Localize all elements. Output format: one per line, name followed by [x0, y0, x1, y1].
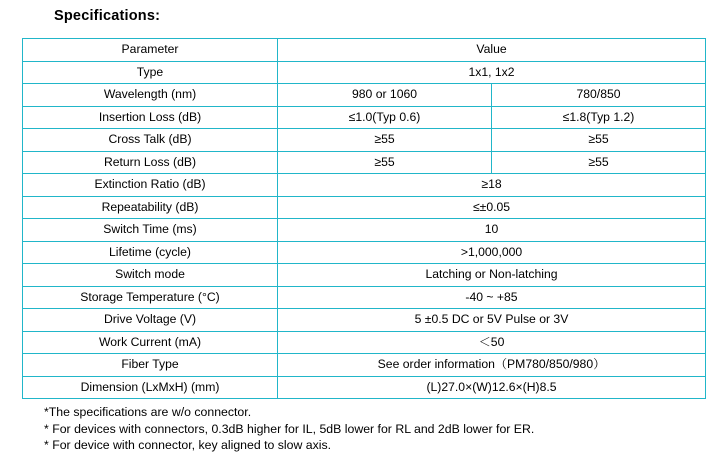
row-value-b: ≥55 [492, 129, 706, 152]
row-value-a: 980 or 1060 [278, 84, 492, 107]
row-value-a: ≤1.0(Typ 0.6) [278, 106, 492, 129]
table-row [23, 241, 706, 264]
table-row [23, 106, 706, 129]
table-header-row [23, 39, 706, 62]
row-value-b: 780/850 [492, 84, 706, 107]
row-parameter: Type [23, 61, 278, 84]
row-value: 10 [278, 219, 706, 242]
table-row [23, 196, 706, 219]
header-parameter: Parameter [23, 39, 278, 62]
row-parameter: Fiber Type [23, 354, 278, 377]
row-parameter: Wavelength (nm) [23, 84, 278, 107]
row-parameter: Repeatability (dB) [23, 196, 278, 219]
specifications-table [22, 38, 706, 399]
row-value-a: ≥55 [278, 151, 492, 174]
table-row [23, 264, 706, 287]
row-value: Latching or Non-latching [278, 264, 706, 287]
row-value-b: ≤1.8(Typ 1.2) [492, 106, 706, 129]
row-parameter: Insertion Loss (dB) [23, 106, 278, 129]
row-value: (L)27.0×(W)12.6×(H)8.5 [278, 376, 706, 399]
table-row [23, 61, 706, 84]
note-line: *The specifications are w/o connector. [44, 405, 252, 419]
table-row [23, 151, 706, 174]
table-body [23, 39, 706, 399]
row-value: -40 ~ +85 [278, 286, 706, 309]
row-value-b: ≥55 [492, 151, 706, 174]
page-title: Specifications: [54, 8, 161, 24]
row-value: ≥18 [278, 174, 706, 197]
row-value: ≤±0.05 [278, 196, 706, 219]
row-value-a: ≥55 [278, 129, 492, 152]
row-parameter: Switch mode [23, 264, 278, 287]
table-row [23, 219, 706, 242]
row-parameter: Dimension (LxMxH) (mm) [23, 376, 278, 399]
header-value: Value [278, 39, 706, 62]
row-value: ＜50 [278, 331, 706, 354]
table-row [23, 354, 706, 377]
row-value: 1x1, 1x2 [278, 61, 706, 84]
notes-block [22, 404, 712, 454]
row-value: 5 ±0.5 DC or 5V Pulse or 3V [278, 309, 706, 332]
table-row [23, 84, 706, 107]
row-parameter: Cross Talk (dB) [23, 129, 278, 152]
row-value: See order information（PM780/850/980） [278, 354, 706, 377]
row-parameter: Drive Voltage (V) [23, 309, 278, 332]
table-row [23, 309, 706, 332]
row-value: >1,000,000 [278, 241, 706, 264]
note-line: * For devices with connectors, 0.3dB higher for IL, 5dB lower for RL and 2dB lower for ER. [44, 421, 535, 436]
table-row [23, 129, 706, 152]
table-row [23, 331, 706, 354]
row-parameter: Extinction Ratio (dB) [23, 174, 278, 197]
row-parameter: Storage Temperature (°C) [23, 286, 278, 309]
row-parameter: Return Loss (dB) [23, 151, 278, 174]
table-row [23, 286, 706, 309]
row-parameter: Switch Time (ms) [23, 219, 278, 242]
note-line: * For device with connector, key aligned to slow axis. [44, 438, 332, 452]
table-row [23, 376, 706, 399]
row-parameter: Work Current (mA) [23, 331, 278, 354]
table-row [23, 174, 706, 197]
row-parameter: Lifetime (cycle) [23, 241, 278, 264]
